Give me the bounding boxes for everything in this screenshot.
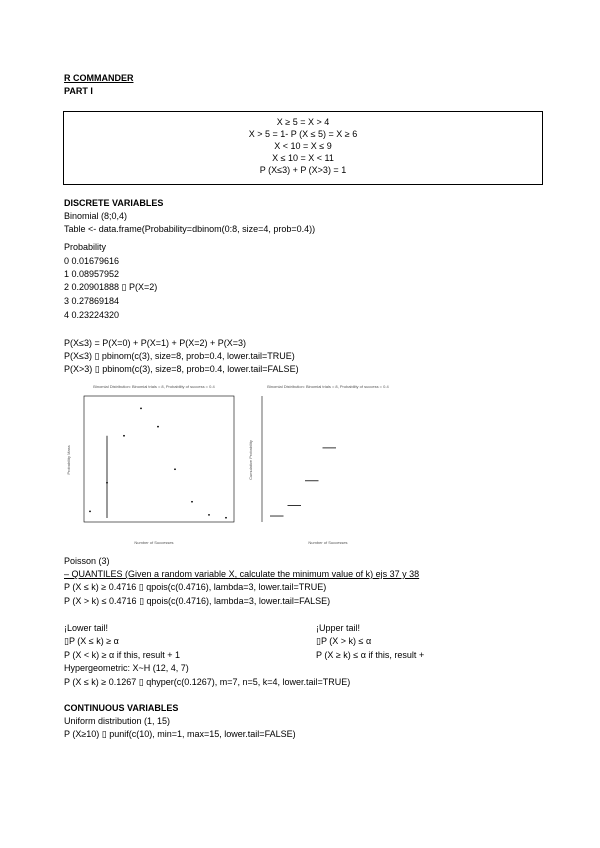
pmf-chart — [64, 380, 244, 550]
data-point — [225, 517, 227, 519]
probability-header: Probability — [64, 242, 107, 252]
equivalences-box — [63, 111, 543, 185]
upper-tail-line: ▯P (X > k) ≤ α — [316, 636, 372, 646]
probability-row: 4 0.23224320 — [64, 310, 120, 320]
x-axis-label: Number of Successes — [308, 540, 348, 545]
doc-title: R COMMANDER — [64, 73, 134, 83]
probability-row: 3 0.27869184 — [64, 296, 120, 306]
pmf-chart-svg — [64, 380, 244, 550]
probability-row: 2 0.20901888 ▯ P(X=2) — [64, 282, 158, 292]
upper-tail-line: P (X ≥ k) ≤ α if this, result + — [316, 650, 425, 660]
equivalence-line: P (X≤3) + P (X>3) = 1 — [259, 165, 347, 175]
uniform-label: Uniform distribution (1, 15) — [64, 716, 171, 726]
equivalence-line: X ≥ 5 = X > 4 — [276, 117, 330, 127]
data-point — [123, 435, 125, 437]
upper-tail-title: ¡Upper tail! — [316, 623, 361, 633]
probability-row: 1 0.08957952 — [64, 269, 120, 279]
equivalence-line: X > 5 = 1- P (X ≤ 5) = X ≥ 6 — [248, 129, 358, 139]
probability-row: 0 0.01679616 — [64, 256, 120, 266]
cdf-chart — [248, 380, 428, 550]
poisson-label: Poisson (3) — [64, 556, 110, 566]
chart-title: Binomial Distribution: Binomial trials = 8, Probability of success = 0.4 — [93, 384, 215, 389]
equivalence-line: X ≤ 10 = X < 11 — [272, 153, 334, 163]
part-heading: PART I — [64, 86, 93, 96]
data-point — [89, 510, 91, 512]
y-axis-label: Cumulative Probability — [248, 440, 253, 480]
equivalence-line: X < 10 = X ≤ 9 — [274, 141, 332, 151]
hypergeometric-command: P (X ≤ k) ≥ 0.1267 ▯ qhyper(c(0.1267), m=7, n=5, k=4, lower.tail=TRUE) — [64, 677, 351, 687]
uniform-command: P (X≥10) ▯ punif(c(10), min=1, max=15, lower.tail=FALSE) — [64, 729, 296, 739]
y-axis-label: Probability Mass — [66, 445, 71, 475]
x-axis-label: Number of Successes — [134, 540, 174, 545]
hypergeometric-label: Hypergeometric: X~H (12, 4, 7) — [64, 663, 189, 673]
data-point — [157, 426, 159, 428]
quantiles-heading: – QUANTILES (Given a random variable X, calculate the minimum value of k) ejs 37 y 38 — [64, 569, 420, 579]
chart-title: Binomial Distribution: Binomial trials = 8, Probability of success = 0.4 — [267, 384, 389, 389]
quantile-line: P (X > k) ≤ 0.4716 ▯ qpois(c(0.4716), lambda=3, lower.tail=FALSE) — [64, 596, 331, 606]
binomial-label: Binomial (8;0,4) — [64, 211, 128, 221]
lower-tail-line: P (X < k) ≥ α if this, result + 1 — [64, 650, 181, 660]
quantile-line: P (X ≤ k) ≥ 0.4716 ▯ qpois(c(0.4716), lambda=3, lower.tail=TRUE) — [64, 582, 327, 592]
cumulative-line: P(X≤3) ▯ pbinom(c(3), size=8, prob=0.4, lower.tail=TRUE) — [64, 351, 295, 361]
data-point — [174, 468, 176, 470]
lower-tail-title: ¡Lower tail! — [64, 623, 109, 633]
cumulative-line: P(X≤3) = P(X=0) + P(X=1) + P(X=2) + P(X=3) — [64, 338, 247, 348]
continuous-heading: CONTINUOUS VARIABLES — [64, 703, 179, 713]
cdf-chart-svg — [248, 380, 428, 550]
data-point — [140, 407, 142, 409]
table-command: Table <- data.frame(Probability=dbinom(0:8, size=4, prob=0.4)) — [64, 224, 316, 234]
plot-frame — [84, 396, 234, 522]
discrete-heading: DISCRETE VARIABLES — [64, 198, 164, 208]
data-point — [208, 514, 210, 516]
cumulative-line: P(X>3) ▯ pbinom(c(3), size=8, prob=0.4, lower.tail=FALSE) — [64, 364, 299, 374]
lower-tail-line: ▯P (X ≤ k) ≥ α — [64, 636, 119, 646]
data-point — [191, 501, 193, 503]
